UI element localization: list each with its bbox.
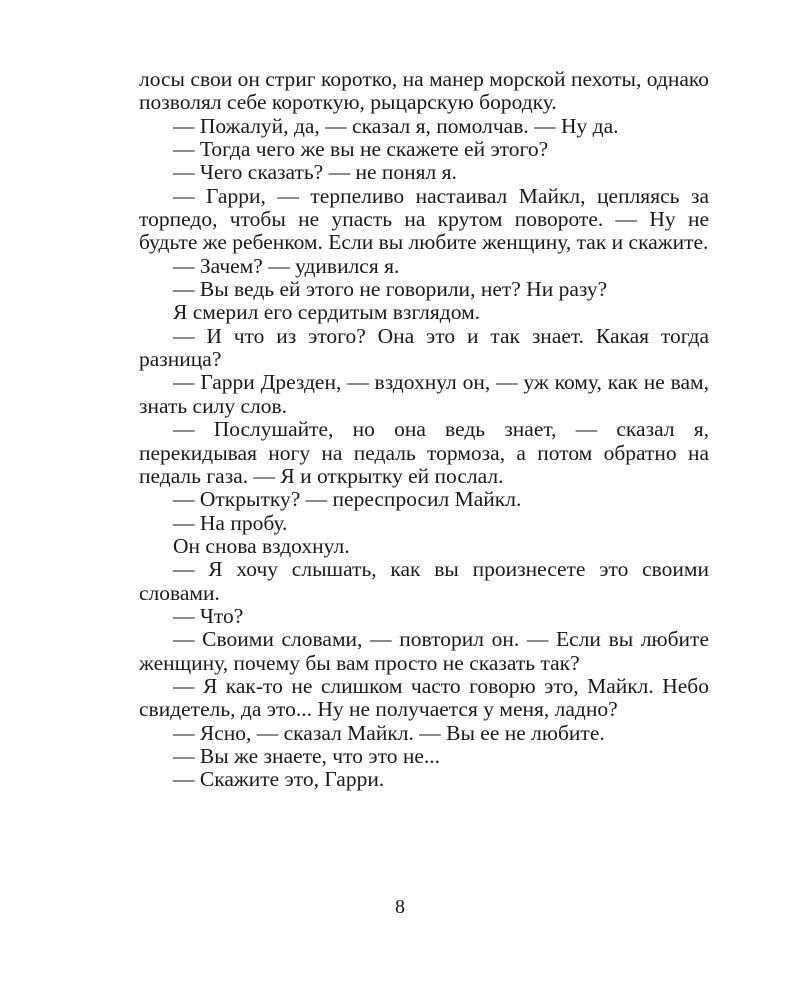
paragraph: — И что из этого? Она это и так знает. Какая тогда разница? [139, 323, 709, 372]
paragraph: — На пробу. [173, 510, 288, 535]
paragraph: — Что? [173, 603, 244, 628]
paragraph: — Скажите это, Гарри. [173, 767, 385, 792]
paragraph: Он снова вздохнул. [173, 533, 350, 558]
paragraph: — Тогда чего же вы не скажете ей этого? [173, 137, 549, 162]
paragraph: — Ясно, — сказал Майкл. — Вы ее не любите. [173, 720, 605, 745]
paragraph: — Чего сказать? — не понял я. [173, 160, 457, 185]
paragraph: — Открытку? — переспросил Майкл. [173, 487, 522, 512]
paragraph: — Пожалуй, да, — сказал я, помолчав. — Ну да. [173, 113, 619, 138]
paragraph: — Я как-то не слишком часто говорю это, Майкл. Небо свидетель, да это... Ну не получается у меня, ладно? [139, 673, 709, 722]
paragraph: — Гарри, — терпеливо настаивал Майкл, цепляясь за торпедо, чтобы не упасть на крутом повороте. — Ну не будьте же ребенком. Если вы любите женщину, так и скажите. [139, 183, 709, 255]
paragraph: — Вы же знаете, что это не... [173, 743, 440, 768]
paragraph: — Своими словами, — повторил он. — Если вы любите женщину, почему бы вам просто не сказать так? [139, 627, 709, 675]
paragraph: — Вы ведь ей этого не говорили, нет? Ни разу? [173, 277, 608, 302]
body-text [139, 68, 709, 792]
paragraph: лосы свои он стриг коротко, на манер морской пехоты, однако позволял себе короткую, рыцарскую бородку. [139, 67, 709, 115]
paragraph: — Зачем? — удивился я. [173, 253, 400, 278]
paragraph: — Послушайте, но она ведь знает, — сказал я, перекидывая ногу на педаль тормоза, а потом обратно на педаль газа. — Я и открытку ей послал. [139, 417, 709, 488]
page-number: 8 [395, 896, 405, 918]
paragraph: — Я хочу слышать, как вы произнесете это своими словами. [139, 557, 709, 605]
paragraph: Я смерил его сердитым взглядом. [173, 300, 481, 325]
paragraph: — Гарри Дрезден, — вздохнул он, — уж кому, как не вам, знать силу слов. [139, 370, 709, 418]
